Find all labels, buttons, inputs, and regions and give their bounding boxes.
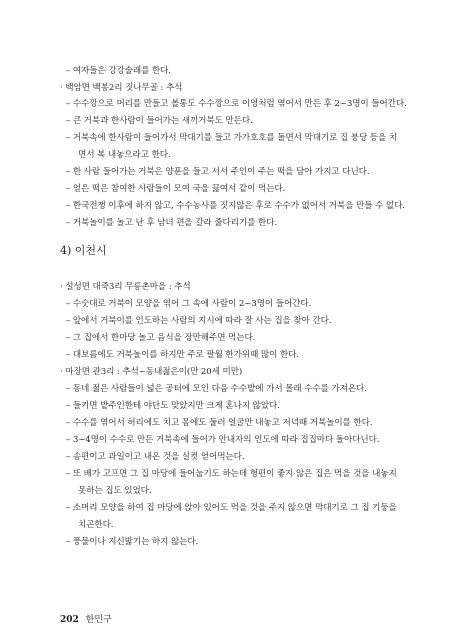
place-heading: · 설성면 대죽3리 무릉촌마을 : 추석 — [60, 282, 191, 292]
text-line: – 거북속에 한사람이 들어가서 막대기를 들고 가가호호를 돌면서 막대기로 집 붕당 등을 치 — [66, 133, 398, 143]
text-line: – 거북놀이를 놀고 난 후 남녀 편을 갈라 줄다리기를 한다. — [66, 218, 277, 228]
text-line: – 여자들은 강강술래를 한다. — [66, 66, 171, 76]
text-line: – 그 집에서 한마당 놀고 음식을 장만해주면 먹는다. — [66, 333, 256, 343]
text-line: – 풍물이나 지신밟기는 하지 않는다. — [66, 537, 199, 547]
text-line: – 수숫대로 거북이 모양을 엮어 그 속에 사람이 2~3명이 들어간다. — [66, 299, 312, 309]
place-heading: · 백암면 백봉2리 짓나무골 : 추석 — [60, 83, 183, 93]
text-line: – 대보름에도 거북놀이를 하지만 주로 팔월 한가위때 많이 한다. — [66, 350, 299, 360]
text-line: – 얻은 떡은 참여한 사람들이 모여 국을 끓여서 같이 먹는다. — [66, 184, 286, 194]
text-line: – 동네 젊은 사람들이 넓은 공터에 모인 다음 수수밭에 가서 몰래 수수를 가져온다. — [66, 384, 367, 394]
page-number: 202 — [60, 615, 79, 625]
section-heading: 4) 이천시 — [60, 244, 107, 257]
text-line: – 큰 거북과 한사람이 들어가는 새끼거북도 만든다. — [66, 116, 253, 126]
text-line: – 또 배가 고프면 그 집 마당에 들어눕기도 하는데 형편이 좋지 않은 집은 먹을 것을 내놓지 — [66, 469, 397, 479]
text-line: – 한 사람 들어가는 거북은 양푼을 들고 서서 주인이 주는 떡을 담아 가지고 다닌다. — [66, 167, 370, 177]
text-line: – 송편이고 과일이고 내온 것을 실컷 얻어먹는다. — [66, 452, 245, 462]
text-line: – 앞에서 거북이를 인도하는 사람의 지시에 따라 잘 사는 집을 찾아 간다. — [66, 316, 332, 326]
text-line: – 한국전쟁 이후에 하지 않고, 수수농사를 짓지않은 후로 수수가 없어서 거북을 만들 수 없다. — [66, 201, 405, 211]
text-line: – 수수를 엮어서 허리에도 치고 몸에도 둘러 얼굴만 내놓고 저녁때 거북놀이를 한다. — [66, 418, 373, 428]
page-footer — [60, 614, 112, 626]
text-line: 치곤한다. — [78, 520, 114, 530]
text-line: 면서 복 내놓으라고 한다. — [78, 150, 171, 160]
text-line: – 3~4명이 수수로 만든 거북속에 들어가 안내자의 인도에 따라 집집마다 돌아다닌다. — [66, 435, 380, 445]
text-line: – 소머리 모양을 하여 집 마당에 앉아 있어도 먹을 것을 주지 않으면 막대기로 그 집 기둥을 — [66, 503, 397, 513]
text-line: – 수수깡으로 머리를 만들고 볼통도 수수깡으로 이엉처럼 엮어서 만든 후 2~3명이 들어간다. — [66, 99, 407, 109]
text-line: – 들키면 밭주인한테 야단도 맞았지만 크게 혼나지 않았다. — [66, 401, 280, 411]
book-title: 한민구 — [85, 615, 112, 625]
place-heading: · 마장면 관3리 : 추석~동내젊은이(만 20세 미만) — [60, 367, 243, 377]
text-line: 못하는 집도 있었다. — [78, 486, 152, 496]
